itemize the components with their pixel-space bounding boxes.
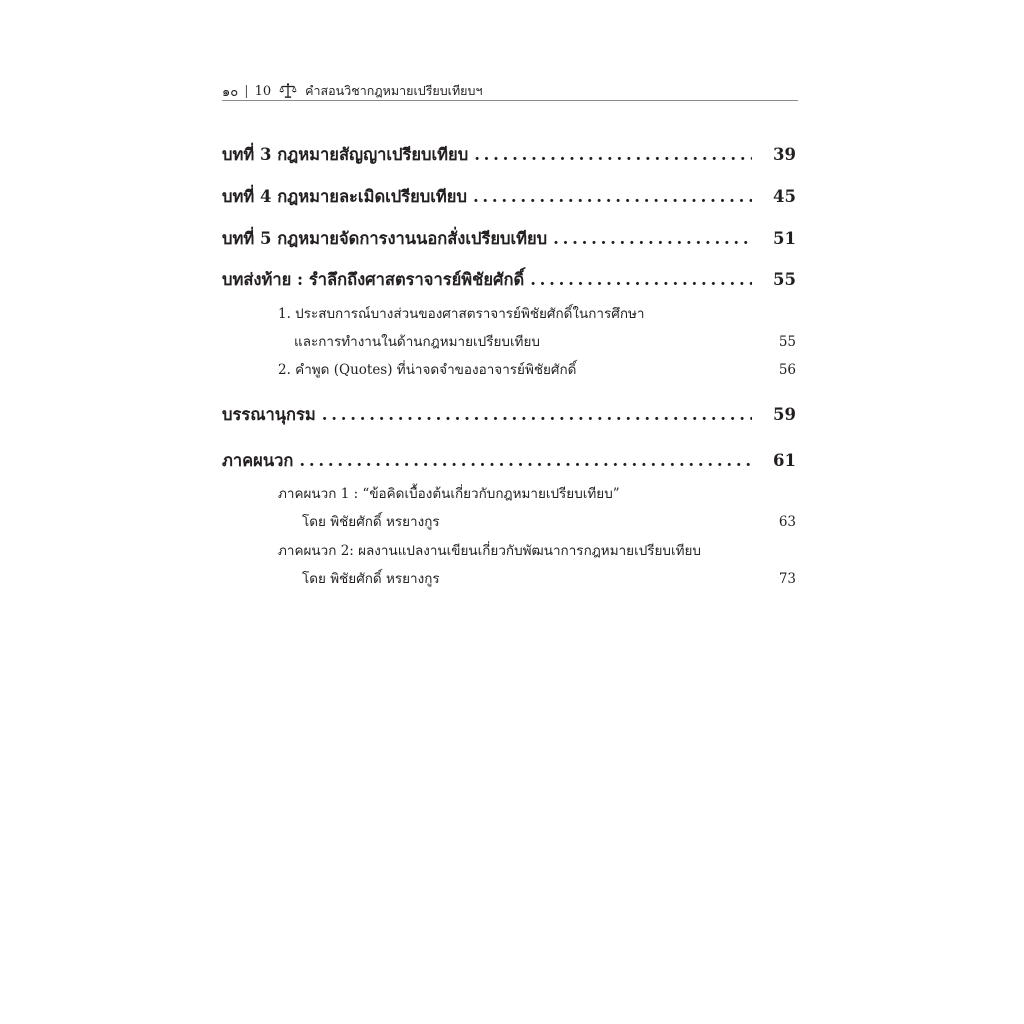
toc-entry-title: บทที่ 3 กฎหมายสัญญาเปรียบเทียบ [222, 145, 469, 164]
toc-subentry-page: 73 [778, 571, 796, 587]
page-number-thai: ๑๐ [222, 84, 239, 100]
header-separator: | [244, 83, 249, 99]
toc-entry-page: 39 [773, 145, 796, 164]
toc-entry-bibliography [222, 402, 796, 428]
leader-dots [553, 229, 752, 248]
leader-dots [530, 270, 752, 289]
toc-subentry-appendix-2-line2 [302, 567, 796, 589]
toc-entry-title: บทที่ 4 กฎหมายละเมิดเปรียบเทียบ [222, 187, 467, 206]
leader-dots [473, 187, 752, 206]
toc-subentry-text: และการทำงานในด้านกฎหมายเปรียบเทียบ [294, 334, 540, 350]
toc-subentry-text: ภาคผนวก 2: ผลงานแปลงานเขียนเกี่ยวกับพัฒนาการกฎหมายเปรียบเทียบ [278, 543, 701, 559]
book-title: คำสอนวิชากฎหมายเปรียบเทียบฯ [305, 83, 483, 98]
toc-entry-page: 55 [773, 270, 796, 289]
page-number-arabic: 10 [254, 83, 272, 99]
toc-subentry-appendix-1-line1 [278, 482, 796, 504]
toc-entry-title: บทที่ 5 กฎหมายจัดการงานนอกสั่งเปรียบเทียบ [222, 229, 548, 248]
toc-entry-chapter-3 [222, 142, 796, 168]
toc-subentry-text: 1. ประสบการณ์บางส่วนของศาสตราจารย์พิชัยศักดิ์ในการศึกษา [278, 306, 645, 322]
toc-entry-page: 45 [773, 187, 796, 206]
toc-subentry-appendix-1-line2 [302, 510, 796, 532]
toc-entry-chapter-5 [222, 226, 796, 252]
toc-entry-title: บทส่งท้าย : รำลึกถึงศาสตราจารย์พิชัยศักดิ์ [222, 270, 525, 289]
toc-entry-title: ภาคผนวก [222, 451, 294, 470]
toc-entry-appendix [222, 448, 796, 474]
toc-subentry-text: ภาคผนวก 1 : “ข้อคิดเบื้องต้นเกี่ยวกับกฎหมายเปรียบเทียบ” [278, 486, 620, 502]
leader-dots [322, 405, 752, 424]
toc-subentry-text: 2. คำพูด (Quotes) ที่น่าจดจำของอาจารย์พิชัยศักดิ์ [278, 362, 577, 378]
toc-entry-page: 51 [773, 229, 796, 248]
toc-subentry-page: 63 [778, 514, 796, 530]
toc-entry-page: 59 [773, 405, 796, 424]
toc-subentry-epilogue-1-line2 [294, 330, 796, 352]
toc-subentry-epilogue-2 [278, 358, 796, 380]
toc-entry-chapter-4 [222, 184, 796, 210]
toc-subentry-page: 56 [778, 362, 796, 378]
scales-of-justice-icon [279, 82, 297, 100]
toc-entry-title: บรรณานุกรม [222, 405, 316, 424]
leader-dots [474, 145, 752, 164]
toc-entry-page: 61 [773, 451, 796, 470]
toc-subentry-text: โดย พิชัยศักดิ์ หรยางกูร [302, 571, 440, 587]
toc-entry-epilogue [222, 267, 796, 293]
toc-subentry-epilogue-1-line1 [278, 302, 796, 324]
toc-subentry-appendix-2-line1 [278, 539, 796, 561]
running-header [222, 80, 798, 102]
toc-subentry-page: 55 [778, 334, 796, 350]
header-divider [222, 100, 798, 101]
leader-dots [299, 451, 752, 470]
toc-subentry-text: โดย พิชัยศักดิ์ หรยางกูร [302, 514, 440, 530]
